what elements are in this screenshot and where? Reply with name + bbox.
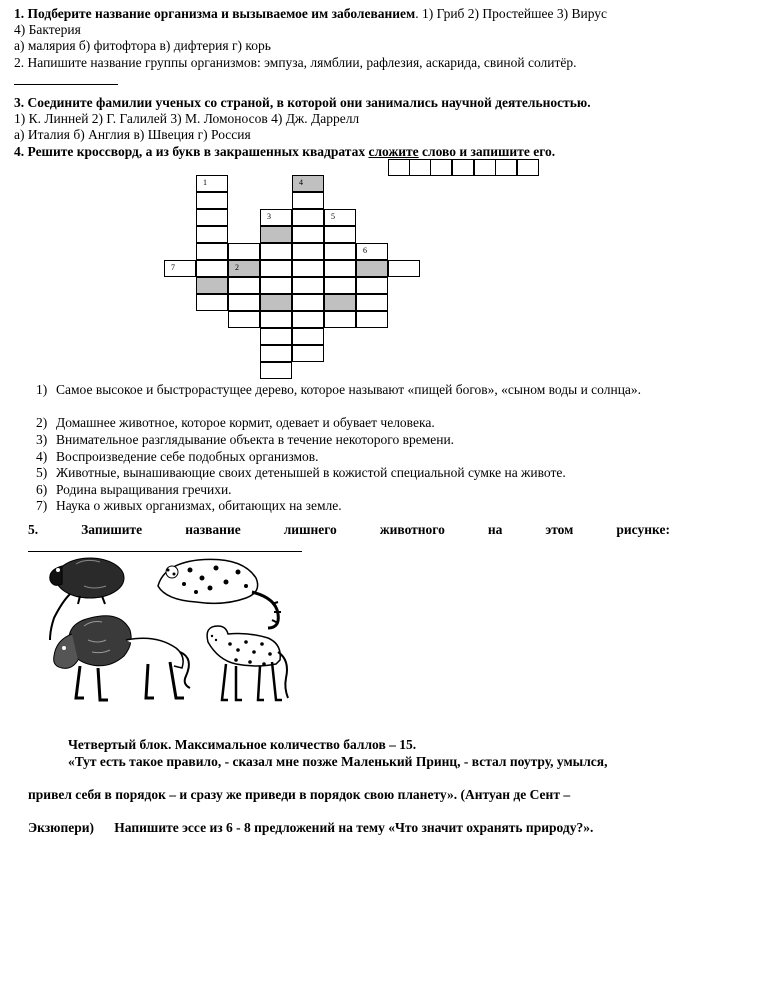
task1-options: 1) Гриб 2) Простейшее 3) Вирус [418,6,608,21]
task5-word: рисунке: [616,522,670,537]
task1-dot: . [415,6,419,21]
crossword-cell[interactable] [292,260,324,277]
crossword-cell[interactable] [292,226,324,243]
clue-text: Самое высокое и быстрорастущее дерево, которое называют «пищей богов», «сыном воды и солнца». [56,382,642,397]
clue-number: 5) [36,465,48,480]
crossword-cell[interactable] [324,311,356,328]
clue-text: Родина выращивания гречихи. [56,482,232,497]
crossword-cell-shaded[interactable] [260,294,292,311]
task1-line1 [14,6,607,22]
task1-question: Подберите название организма и вызываемое им заболеванием [27,6,416,21]
crossword-cell[interactable] [228,277,260,294]
answer-cell[interactable] [452,159,474,176]
crossword-cell[interactable] [356,277,388,294]
crossword-cell[interactable] [260,243,292,260]
task5-word: лишнего [283,522,337,537]
answer-cell[interactable] [517,159,539,176]
crossword-cell[interactable] [228,294,260,311]
block4-quote-line2: привел себя в порядок – и сразу же приведи в порядок свою планету». (Антуан де Сент – [28,787,571,802]
task2-line: 2. Напишите название группы организмов: эмпуза, лямблии, рафлезия, аскарида, свиной солитёр. [14,55,577,70]
clue-number: 1) [36,382,48,397]
task5-word: животного [379,522,445,537]
crossword-cell[interactable] [356,243,388,260]
answer-cell[interactable] [430,159,452,176]
crossword-cell[interactable] [324,226,356,243]
task4-title [14,144,555,160]
snow-leopard-icon [158,559,281,628]
crossword-cell[interactable] [196,209,228,226]
crossword-cell[interactable] [356,311,388,328]
task4-title-part2: слово и запишите его. [418,144,556,159]
cheetah-icon [207,626,288,700]
crossword-cell[interactable] [356,294,388,311]
clue-number: 3) [36,432,48,447]
crossword-cell[interactable] [260,362,292,379]
clue-text: Внимательное разглядывание объекта в течение некоторого времени. [56,432,455,447]
crossword-number: 6 [363,246,367,255]
crossword-cell[interactable] [292,192,324,209]
crossword-number: 3 [267,212,271,221]
clue-number: 6) [36,482,48,497]
answer-cell[interactable] [388,159,410,176]
task5-word: название [185,522,241,537]
crossword-cell[interactable] [260,209,292,226]
clue-text: Наука о живых организмах, обитающих на земле. [56,498,342,513]
crossword-cell[interactable] [228,311,260,328]
animals-picture [40,556,300,714]
block4-essay-task: Экзюпери) Напишите эссе из 6 - 8 предложений на тему «Что значит охранять природу?». [28,820,594,835]
lion-icon [54,616,190,700]
block4-quote-line1: «Тут есть такое правило, - сказал мне позже Маленький Принц, - встал поутру, умылся, [68,754,608,769]
task5-word: этом [545,522,574,537]
crossword-cell[interactable] [260,311,292,328]
answer-cell[interactable] [474,159,496,176]
task3-line2: а) Италия б) Англия в) Швеция г) Россия [14,127,251,142]
crossword-cell[interactable] [260,328,292,345]
block4-title: Четвертый блок. Максимальное количество баллов – 15. [68,737,417,752]
task2-answer-line[interactable] [14,84,118,85]
crossword-number: 7 [171,263,175,272]
answer-cell[interactable] [495,159,517,176]
crossword-cell[interactable] [292,277,324,294]
crossword-cell[interactable] [324,209,356,226]
crossword-cell[interactable] [292,345,324,362]
crossword-cell-shaded[interactable] [356,260,388,277]
crossword-cell[interactable] [388,260,420,277]
crossword-cell-shaded[interactable] [196,277,228,294]
crossword-cell[interactable] [260,260,292,277]
crossword-cell-shaded[interactable] [324,294,356,311]
task5-word: на [487,522,503,537]
crossword-cell[interactable] [164,260,196,277]
crossword-number: 4 [299,178,303,187]
crossword-cell-shaded[interactable] [292,175,324,192]
crossword-number: 1 [203,178,207,187]
task1-line3: а) малярия б) фитофтора в) дифтерия г) корь [14,38,271,53]
task1-line2: 4) Бактерия [14,22,81,37]
crossword-cell[interactable] [196,243,228,260]
clue-item [36,382,656,415]
clue-number: 7) [36,498,48,513]
crossword-cell[interactable] [292,209,324,226]
task5-question [28,522,670,538]
crossword-cell[interactable] [196,192,228,209]
crossword-cell[interactable] [324,277,356,294]
clue-text: Животные, вынашивающие своих детенышей в кожистой специальной сумке на животе. [56,465,566,480]
crossword-cell[interactable] [260,277,292,294]
crossword-cell[interactable] [324,260,356,277]
clue-number: 2) [36,415,48,430]
crossword-cell[interactable] [292,294,324,311]
crossword-cell[interactable] [292,328,324,345]
task5-word: 5. [28,522,39,537]
crossword-cell-shaded[interactable] [260,226,292,243]
task5-answer-line[interactable] [28,551,302,552]
crossword-number: 2 [235,263,239,272]
task3-title: 3. Соедините фамилии ученых со страной, в которой они занимались научной деятельностью. [14,95,591,110]
crossword-cell[interactable] [228,243,260,260]
clue-number: 4) [36,449,48,464]
crossword-cell[interactable] [196,294,228,311]
crossword-cell[interactable] [260,345,292,362]
crossword-cell[interactable] [196,260,228,277]
crossword-cell[interactable] [196,175,228,192]
crossword-cell[interactable] [292,243,324,260]
task4-title-underlined: сложите [368,144,419,159]
task1-number: 1. [14,6,25,21]
task4-title-part1: 4. Решите кроссворд, а из букв в закрашенных квадратах [14,144,369,159]
crossword-cell[interactable] [324,243,356,260]
crossword-number: 5 [331,212,335,221]
clue-text: Домашнее животное, которое кормит, одевает и обувает человека. [56,415,435,430]
crossword-cell[interactable] [196,226,228,243]
task3-line1: 1) К. Линней 2) Г. Галилей 3) М. Ломоносов 4) Дж. Даррелл [14,111,360,126]
answer-cell[interactable] [409,159,431,176]
crossword-cell[interactable] [292,311,324,328]
clue-text: Воспроизведение себе подобных организмов. [56,449,319,464]
task5-word: Запишите [81,522,143,537]
crossword-cell-shaded[interactable] [228,260,260,277]
